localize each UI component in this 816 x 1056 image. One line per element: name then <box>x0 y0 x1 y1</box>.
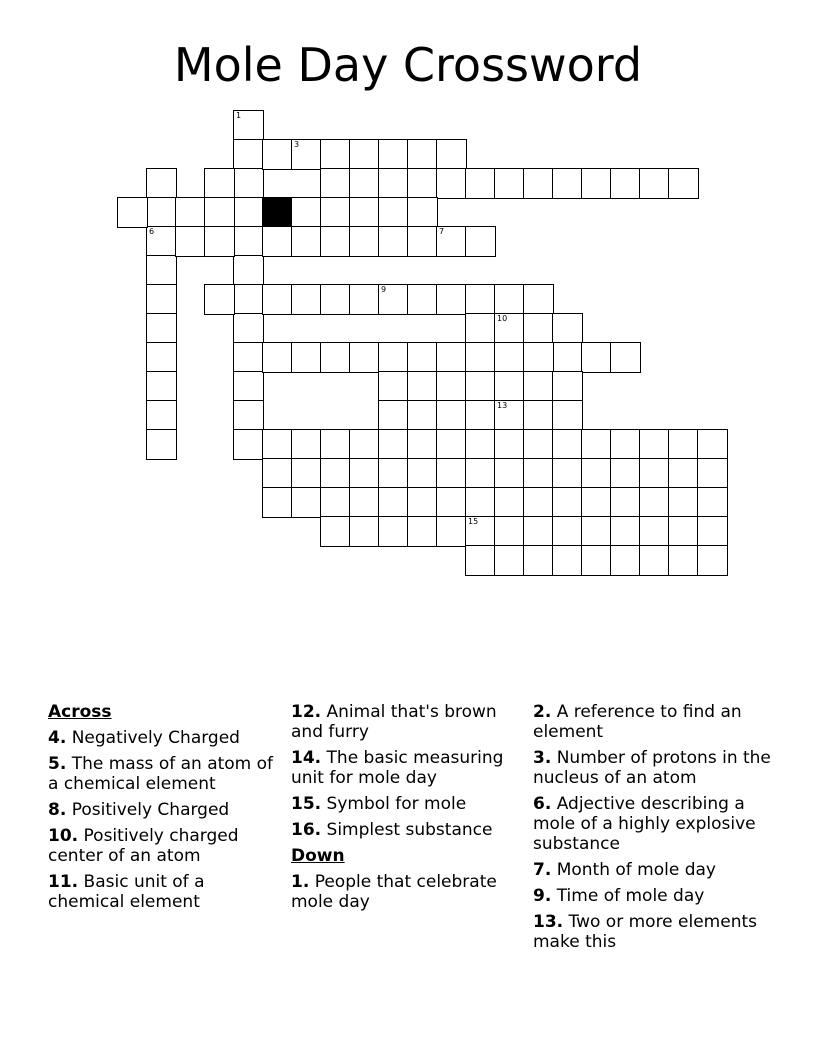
clue-number-label: 7. <box>533 860 552 880</box>
clue-item <box>48 754 284 794</box>
grid-cell[interactable] <box>204 226 235 257</box>
grid-cell[interactable] <box>523 342 554 373</box>
grid-cell[interactable] <box>581 516 612 547</box>
grid-cell[interactable] <box>552 545 583 576</box>
grid-cell[interactable] <box>146 313 177 344</box>
clue-text: Animal that's brown and furry <box>291 702 497 742</box>
grid-cell[interactable] <box>378 284 409 315</box>
grid-cell[interactable] <box>117 197 148 228</box>
clue-text: Basic unit of a chemical element <box>48 872 205 912</box>
clue-item <box>533 886 783 906</box>
grid-cell[interactable] <box>523 516 554 547</box>
clue-text: A reference to find an element <box>533 702 742 742</box>
grid-cell[interactable] <box>639 545 670 576</box>
grid-cell[interactable] <box>175 226 206 257</box>
grid-cell[interactable] <box>378 371 409 402</box>
grid-cell[interactable] <box>668 168 699 199</box>
grid-cell[interactable] <box>436 139 467 170</box>
grid-cell[interactable] <box>436 458 467 489</box>
grid-cell[interactable] <box>494 545 525 576</box>
grid-cell[interactable] <box>436 429 467 460</box>
grid-cell[interactable] <box>668 458 699 489</box>
grid-cell[interactable] <box>378 400 409 431</box>
clue-number: 10 <box>497 314 508 323</box>
grid-cell[interactable] <box>407 429 438 460</box>
grid-cell[interactable] <box>291 458 322 489</box>
grid-cell[interactable] <box>581 429 612 460</box>
grid-cell[interactable] <box>494 516 525 547</box>
grid-cell[interactable] <box>610 342 641 373</box>
clues-column-1 <box>48 702 284 918</box>
grid-cell[interactable] <box>407 371 438 402</box>
grid-cell[interactable] <box>233 429 264 460</box>
clue-number-label: 3. <box>533 748 552 768</box>
grid-cell[interactable] <box>349 342 380 373</box>
grid-cell[interactable] <box>436 168 467 199</box>
grid-cell[interactable] <box>436 487 467 518</box>
grid-cell[interactable] <box>668 487 699 518</box>
grid-cell[interactable] <box>465 342 496 373</box>
clue-number-label: 11. <box>48 872 79 892</box>
grid-cell[interactable] <box>494 429 525 460</box>
grid-cell[interactable] <box>465 168 496 199</box>
grid-cell[interactable] <box>233 284 264 315</box>
clue-text: The basic measuring unit for mole day <box>291 748 504 788</box>
grid-cell[interactable] <box>407 226 438 257</box>
grid-cell[interactable] <box>204 284 235 315</box>
grid-cell[interactable] <box>494 168 525 199</box>
grid-cell[interactable] <box>465 429 496 460</box>
grid-cell[interactable] <box>639 458 670 489</box>
grid-cell[interactable] <box>320 197 351 228</box>
grid-cell[interactable] <box>552 487 583 518</box>
clue-number: 7 <box>439 227 445 236</box>
clue-item <box>533 794 783 854</box>
across-heading: Across <box>48 702 112 722</box>
grid-cell[interactable] <box>378 168 409 199</box>
grid-cell[interactable] <box>436 226 467 257</box>
clue-item <box>291 748 527 788</box>
grid-cell[interactable] <box>552 400 583 431</box>
grid-cell[interactable] <box>407 197 438 228</box>
grid-cell[interactable] <box>291 139 322 170</box>
grid-cell[interactable] <box>378 516 409 547</box>
clue-number-label: 2. <box>533 702 552 722</box>
grid-cell[interactable] <box>378 487 409 518</box>
grid-cell[interactable] <box>146 226 177 257</box>
grid-cell[interactable] <box>639 429 670 460</box>
clue-item <box>48 872 284 912</box>
grid-cell[interactable] <box>494 458 525 489</box>
grid-cell[interactable] <box>378 197 409 228</box>
grid-cell[interactable] <box>494 487 525 518</box>
grid-cell[interactable] <box>465 284 496 315</box>
grid-cell[interactable] <box>610 458 641 489</box>
clue-number-label: 1. <box>291 872 310 892</box>
clue-text: Simplest substance <box>321 820 493 840</box>
grid-cell[interactable] <box>291 284 322 315</box>
grid-cell[interactable] <box>407 487 438 518</box>
clue-number: 6 <box>149 227 155 236</box>
clue-text: Two or more elements make this <box>533 912 757 952</box>
down-clue-list <box>291 872 527 912</box>
grid-cell[interactable] <box>233 255 264 286</box>
grid-cell[interactable] <box>320 458 351 489</box>
grid-cell[interactable] <box>320 487 351 518</box>
grid-cell[interactable] <box>349 168 380 199</box>
grid-cell[interactable] <box>378 139 409 170</box>
grid-cell[interactable] <box>494 342 525 373</box>
grid-cell[interactable] <box>146 371 177 402</box>
grid-cell[interactable] <box>639 516 670 547</box>
clue-number-label: 13. <box>533 912 564 932</box>
clue-item <box>291 702 527 742</box>
grid-cell[interactable] <box>233 110 264 141</box>
clue-text: The mass of an atom of a chemical element <box>48 754 274 794</box>
clue-number: 1 <box>236 111 242 120</box>
grid-cell[interactable] <box>349 197 380 228</box>
grid-cell[interactable] <box>378 458 409 489</box>
page-title: Mole Day Crossword <box>173 38 643 92</box>
clue-text: Number of protons in the nucleus of an atom <box>533 748 771 788</box>
clue-number-label: 14. <box>291 748 322 768</box>
grid-cell[interactable] <box>262 487 293 518</box>
grid-cell[interactable] <box>262 284 293 315</box>
grid-cell[interactable] <box>465 487 496 518</box>
grid-cell[interactable] <box>552 168 583 199</box>
clue-item <box>533 702 783 742</box>
grid-cell[interactable] <box>494 284 525 315</box>
grid-cell[interactable] <box>349 429 380 460</box>
grid-cell[interactable] <box>407 516 438 547</box>
grid-cell[interactable] <box>378 342 409 373</box>
grid-cell[interactable] <box>639 487 670 518</box>
clue-text: Positively Charged <box>66 800 230 820</box>
grid-cell[interactable] <box>465 545 496 576</box>
clue-text: Time of mole day <box>551 886 705 906</box>
clue-number-label: 15. <box>291 794 322 814</box>
clue-item <box>48 728 284 748</box>
grid-cell[interactable] <box>320 284 351 315</box>
down-heading: Down <box>291 846 345 866</box>
grid-cell[interactable] <box>697 545 728 576</box>
grid-cell[interactable] <box>146 400 177 431</box>
grid-cell[interactable] <box>436 400 467 431</box>
clue-text: Adjective describing a mole of a highly explosive substance <box>533 794 756 854</box>
clue-text: Positively charged center of an atom <box>48 826 239 866</box>
grid-cell[interactable] <box>233 197 264 228</box>
grid-cell[interactable] <box>349 139 380 170</box>
grid-cell[interactable] <box>407 458 438 489</box>
grid-cell[interactable] <box>291 429 322 460</box>
grid-cell[interactable] <box>523 400 554 431</box>
grid-cell[interactable] <box>378 226 409 257</box>
grid-cell[interactable] <box>233 371 264 402</box>
grid-cell[interactable] <box>146 197 177 228</box>
clue-item <box>533 748 783 788</box>
grid-cell[interactable] <box>233 226 264 257</box>
grid-cell[interactable] <box>552 313 583 344</box>
grid-cell[interactable] <box>146 342 177 373</box>
clue-text: People that celebrate mole day <box>291 872 497 912</box>
grid-cell[interactable] <box>581 458 612 489</box>
grid-cell[interactable] <box>465 516 496 547</box>
grid-cell[interactable] <box>523 168 554 199</box>
grid-cell[interactable] <box>523 313 554 344</box>
grid-cell[interactable] <box>465 226 496 257</box>
grid-cell[interactable] <box>233 313 264 344</box>
grid-cell[interactable] <box>668 516 699 547</box>
grid-cell[interactable] <box>523 458 554 489</box>
clue-item <box>48 826 284 866</box>
grid-cell[interactable] <box>697 516 728 547</box>
grid-cell[interactable] <box>349 226 380 257</box>
grid-cell[interactable] <box>233 342 264 373</box>
grid-cell[interactable] <box>581 168 612 199</box>
grid-cell[interactable] <box>436 516 467 547</box>
grid-cell[interactable] <box>552 516 583 547</box>
grid-cell[interactable] <box>204 197 235 228</box>
grid-cell[interactable] <box>349 516 380 547</box>
grid-cell[interactable] <box>552 429 583 460</box>
grid-cell[interactable] <box>523 487 554 518</box>
clue-text: Month of mole day <box>551 860 716 880</box>
clue-item <box>291 872 527 912</box>
grid-cell[interactable] <box>494 313 525 344</box>
clue-number-label: 16. <box>291 820 322 840</box>
grid-cell[interactable] <box>668 545 699 576</box>
grid-cell[interactable] <box>378 429 409 460</box>
clue-item <box>291 820 527 840</box>
grid-cell[interactable] <box>523 371 554 402</box>
grid-cell[interactable] <box>581 545 612 576</box>
grid-cell[interactable] <box>407 400 438 431</box>
black-square <box>262 197 293 228</box>
clue-number-label: 8. <box>48 800 67 820</box>
down-clue-list-continued <box>533 702 783 952</box>
grid-cell[interactable] <box>262 429 293 460</box>
clue-text: Negatively Charged <box>66 728 240 748</box>
grid-cell[interactable] <box>320 168 351 199</box>
grid-cell[interactable] <box>465 400 496 431</box>
grid-cell[interactable] <box>407 342 438 373</box>
grid-cell[interactable] <box>610 545 641 576</box>
grid-cell[interactable] <box>320 429 351 460</box>
clue-number-label: 12. <box>291 702 322 722</box>
clue-number-label: 10. <box>48 826 79 846</box>
grid-cell[interactable] <box>146 168 177 199</box>
grid-cell[interactable] <box>262 458 293 489</box>
clue-item <box>48 800 284 820</box>
clue-number: 9 <box>381 285 387 294</box>
grid-cell[interactable] <box>697 458 728 489</box>
grid-cell[interactable] <box>204 168 235 199</box>
grid-cell[interactable] <box>291 342 322 373</box>
grid-cell[interactable] <box>465 458 496 489</box>
grid-cell[interactable] <box>552 458 583 489</box>
grid-cell[interactable] <box>407 168 438 199</box>
clue-number-label: 4. <box>48 728 67 748</box>
clue-item <box>533 860 783 880</box>
grid-cell[interactable] <box>320 516 351 547</box>
grid-cell[interactable] <box>610 429 641 460</box>
clue-number-label: 6. <box>533 794 552 814</box>
clues-column-3 <box>533 702 783 958</box>
grid-cell[interactable] <box>668 429 699 460</box>
grid-cell[interactable] <box>233 168 264 199</box>
clues-column-2 <box>291 702 527 918</box>
grid-cell[interactable] <box>262 342 293 373</box>
grid-cell[interactable] <box>552 371 583 402</box>
across-clue-list-continued <box>291 702 527 840</box>
grid-cell[interactable] <box>407 139 438 170</box>
grid-cell[interactable] <box>146 429 177 460</box>
clue-item <box>533 912 783 952</box>
grid-cell[interactable] <box>581 342 612 373</box>
grid-cell[interactable] <box>465 371 496 402</box>
grid-cell[interactable] <box>407 284 438 315</box>
clue-number-label: 9. <box>533 886 552 906</box>
grid-cell[interactable] <box>436 371 467 402</box>
grid-cell[interactable] <box>581 487 612 518</box>
grid-cell[interactable] <box>494 371 525 402</box>
grid-cell[interactable] <box>523 429 554 460</box>
clue-number: 13 <box>497 401 508 410</box>
grid-cell[interactable] <box>233 139 264 170</box>
grid-cell[interactable] <box>610 168 641 199</box>
grid-cell[interactable] <box>349 284 380 315</box>
grid-cell[interactable] <box>320 139 351 170</box>
grid-cell[interactable] <box>494 400 525 431</box>
grid-cell[interactable] <box>233 400 264 431</box>
grid-cell[interactable] <box>436 284 467 315</box>
grid-cell[interactable] <box>610 516 641 547</box>
grid-cell[interactable] <box>349 458 380 489</box>
grid-cell[interactable] <box>291 487 322 518</box>
grid-cell[interactable] <box>291 226 322 257</box>
grid-cell[interactable] <box>639 168 670 199</box>
grid-cell[interactable] <box>523 545 554 576</box>
grid-cell[interactable] <box>320 226 351 257</box>
grid-cell[interactable] <box>436 342 467 373</box>
grid-cell[interactable] <box>552 342 583 373</box>
clue-text: Symbol for mole <box>321 794 467 814</box>
across-clue-list <box>48 728 284 912</box>
grid-cell[interactable] <box>146 255 177 286</box>
grid-cell[interactable] <box>175 197 206 228</box>
grid-cell[interactable] <box>291 197 322 228</box>
clue-number-label: 5. <box>48 754 67 774</box>
grid-cell[interactable] <box>320 342 351 373</box>
grid-cell[interactable] <box>262 226 293 257</box>
grid-cell[interactable] <box>349 487 380 518</box>
grid-cell[interactable] <box>697 487 728 518</box>
grid-cell[interactable] <box>610 487 641 518</box>
grid-cell[interactable] <box>523 284 554 315</box>
grid-cell[interactable] <box>262 139 293 170</box>
clue-number: 15 <box>468 517 479 526</box>
clue-item <box>291 794 527 814</box>
grid-cell[interactable] <box>146 284 177 315</box>
grid-cell[interactable] <box>465 313 496 344</box>
grid-cell[interactable] <box>697 429 728 460</box>
clue-number: 3 <box>294 140 300 149</box>
